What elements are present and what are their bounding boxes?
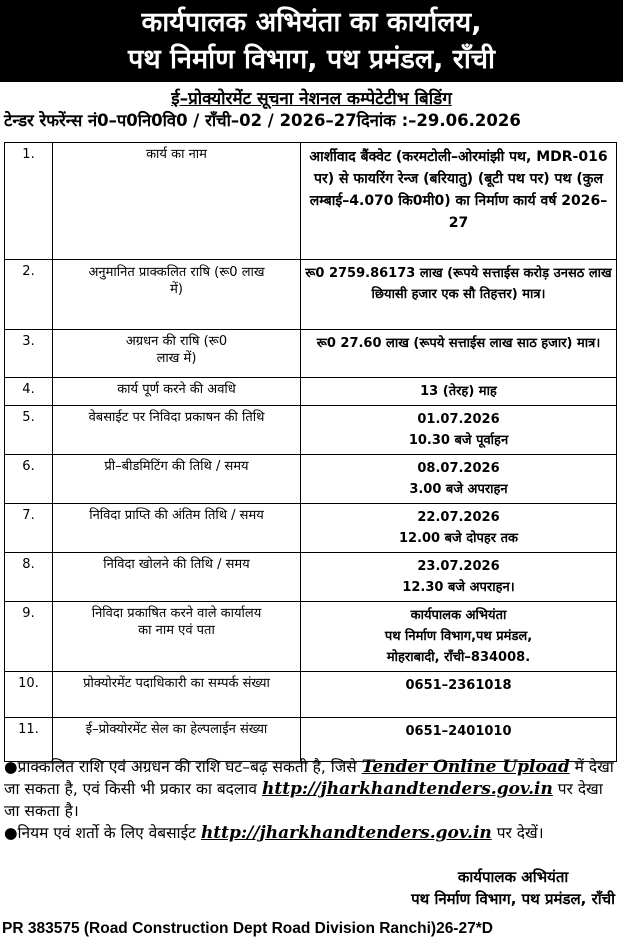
press-release-number: PR 383575 (Road Construction Dept Road Division Ranchi)26-27*D [2, 920, 493, 937]
row-value-time: 10.30 बजे पूर्वाहन [408, 433, 509, 448]
notice-title: ई–प्रोक्योरमेंट सूचना नेशनल कम्पेटेटीभ बिडिंग [171, 89, 452, 109]
notes-section [4, 756, 619, 844]
tender-details-table [4, 142, 617, 762]
note-1: ●प्राक्कलित राशि एवं अग्रधन की राशि घट–बढ़ सकती है, जिसे Tender Online Upload में देखा जा सकता है, एवं किसी भी प्रकार का बदलाव http://jharkhandtenders.gov.in पर देखा जा सकता है। [4, 757, 614, 820]
jharkhand-tenders-link[interactable]: http://jharkhandtenders.gov.in [261, 779, 553, 799]
row-number: 4. [5, 378, 53, 406]
signature-title: कार्यपालक अभियंता [457, 868, 569, 886]
row-value-time: 3.00 बजे अपराहन [409, 482, 508, 497]
row-number: 8. [5, 553, 53, 602]
row-number: 5. [5, 406, 53, 455]
tender-reference: टेन्डर रेफरेंन्स नं0–प0नि0वि0 / राँची–02 / 2026–27दिनांक :–29.06.2026 [4, 111, 521, 130]
row-label: प्री–बीडमिटिंग की तिथि / समय [53, 455, 301, 504]
office-header [0, 0, 623, 82]
row-number: 2. [5, 260, 53, 330]
row-value-time: 12.00 बजे दोपहर तक [398, 531, 519, 546]
row-value-date: 23.07.2026 [417, 559, 500, 574]
row-label: निविदा प्रकाषित करने वाले कार्यालय का नाम एवं पता [53, 602, 301, 672]
row-number: 10. [5, 672, 53, 718]
row-value-date: 08.07.2026 [417, 461, 500, 476]
row-value: रू0 27.60 लाख (रूपये सत्ताईस लाख साठ हजार) मात्र। [301, 330, 617, 378]
row-label: कार्य पूर्ण करने की अवधि [53, 378, 301, 406]
row-value: 13 (तेरह) माह [301, 378, 617, 406]
row-label: ई–प्रोक्योरमेंट सेल का हेल्पलाईन संख्या [53, 718, 301, 762]
row-value: 0651–2361018 [301, 672, 617, 718]
row-value-date: 01.07.2026 [417, 412, 500, 427]
row-value [301, 406, 617, 455]
jharkhand-tenders-link[interactable]: http://jharkhandtenders.gov.in [200, 823, 492, 843]
row-value-office-address: मोहराबादी, राँची–834008. [386, 650, 531, 665]
row-number: 11. [5, 718, 53, 762]
row-value: आर्शीवाद बैंक्वेट (करमटोली–ओरमांझी पथ, MDR-016 पर) से फायरिंग रेन्ज (बरियातु) (बूटी पथ पर) पथ (कुल लम्बाई–4.070 कि0मी0) का निर्माण कार्य वर्ष 2026–27 [301, 143, 617, 260]
table-row [5, 260, 617, 330]
row-value: रू0 2759.86173 लाख (रूपये सत्ताईस करोड़ उनसठ लाख छियासी हजार एक सौ तिहत्तर) मात्र। [301, 260, 617, 330]
table-row [5, 504, 617, 553]
row-value-time: 12.30 बजे अपराहन। [402, 580, 515, 595]
row-number: 3. [5, 330, 53, 378]
tender-online-upload-link[interactable]: Tender Online Upload [361, 757, 570, 777]
signature-block [411, 866, 615, 910]
table-row [5, 455, 617, 504]
table-row [5, 378, 617, 406]
row-value [301, 602, 617, 672]
row-number: 7. [5, 504, 53, 553]
table-row [5, 602, 617, 672]
row-label: अग्रधन की राषि (रू0 लाख में) [53, 330, 301, 378]
row-number: 6. [5, 455, 53, 504]
row-label: प्रोक्योरमेंट पदाधिकारी का सम्पर्क संख्या [53, 672, 301, 718]
table-row [5, 406, 617, 455]
table-row [5, 718, 617, 762]
signature-office: पथ निर्माण विभाग, पथ प्रमंडल, राँची [411, 890, 615, 908]
row-value-office-dept: पथ निर्माण विभाग,पथ प्रमंडल, [384, 629, 533, 644]
row-value [301, 455, 617, 504]
row-value-date: 22.07.2026 [417, 510, 500, 525]
row-number: 1. [5, 143, 53, 260]
row-label: अनुमानित प्राक्कलित राषि (रू0 लाख में) [53, 260, 301, 330]
table-row [5, 553, 617, 602]
table-row [5, 330, 617, 378]
row-value-office-title: कार्यपालक अभियंता [410, 608, 507, 623]
office-header-line1: कार्यपालक अभियंता का कार्यालय, [141, 7, 482, 38]
row-label: निविदा प्राप्ति की अंतिम तिथि / समय [53, 504, 301, 553]
note-2: ●नियम एवं शर्तो के लिए वेबसाईट http://jharkhandtenders.gov.in पर देखें। [4, 823, 544, 843]
row-number: 9. [5, 602, 53, 672]
row-label: कार्य का नाम [53, 143, 301, 260]
row-value [301, 553, 617, 602]
row-value [301, 504, 617, 553]
table-row [5, 143, 617, 260]
office-header-line2: पथ निर्माण विभाग, पथ प्रमंडल, राँची [128, 44, 495, 75]
row-value: 0651–2401010 [301, 718, 617, 762]
row-label: वेबसाईट पर निविदा प्रकाषन की तिथि [53, 406, 301, 455]
table-row [5, 672, 617, 718]
row-label: निविदा खोलने की तिथि / समय [53, 553, 301, 602]
